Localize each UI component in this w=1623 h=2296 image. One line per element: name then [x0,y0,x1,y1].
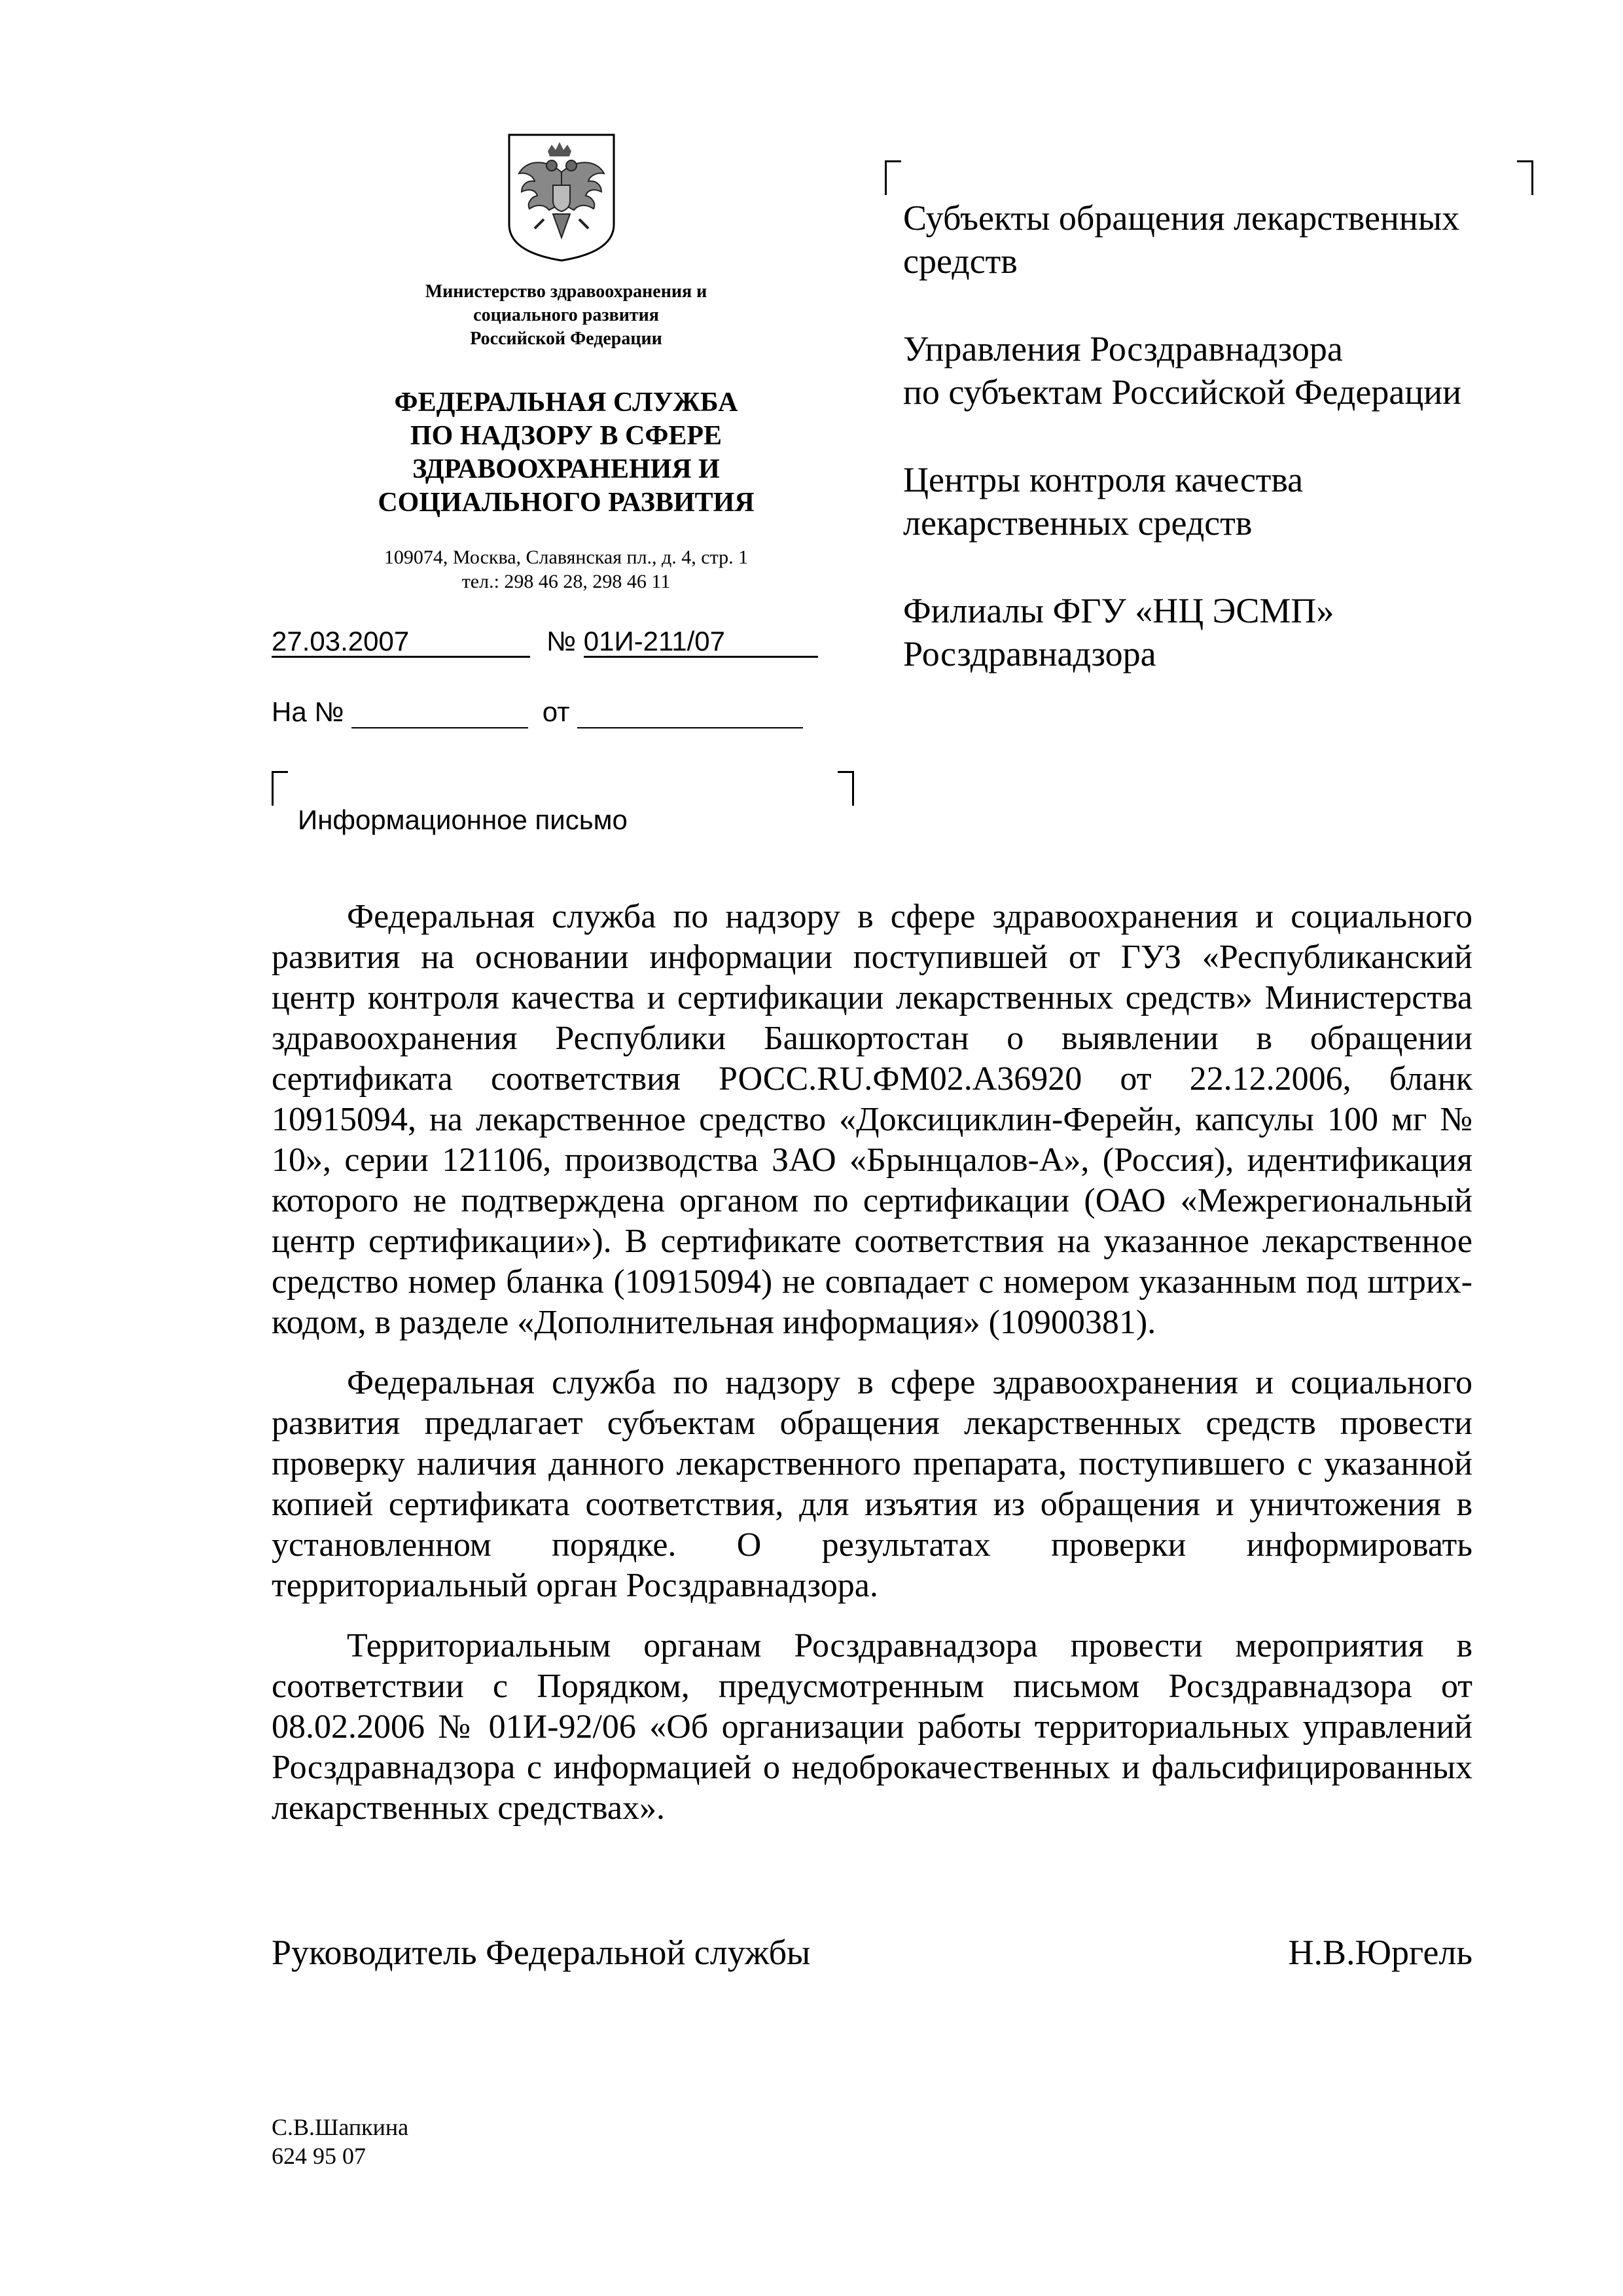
executor-block [272,2113,408,2170]
service-line: ФЕДЕРАЛЬНАЯ СЛУЖБА [394,387,738,418]
service-line: ПО НАДЗОРУ В СФЕРЕ [410,421,722,451]
body-paragraph: Территориальным органам Росздравнадзора провести мероприятия в соответствии с Порядком, предусмотренным письмом Росздравнадзора от 08.02.2006 № 01И-92/06 «Об организации работы территориальных управлений Росздравнадзора с информацией о недоброкачественных и фальсифицированных лекарственных средствах». [272,1627,1472,1827]
service-name [308,386,825,520]
service-line: СОЦИАЛЬНОГО РАЗВИТИЯ [378,488,755,518]
recipient: Филиалы ФГУ «НЦ ЭСМП» Росздравнадзора [903,591,1334,673]
signer-name: Н.В.Юргель [1288,1933,1472,1972]
ministry-line: социального развития [473,305,659,325]
letter-subject: Информационное письмо [298,804,628,835]
subject-corner-left [272,771,288,806]
recipients-block [903,196,1558,720]
service-address [308,545,825,594]
reply-date-blank [577,701,803,728]
recipient: Центры контроля качества лекарственных средств [903,460,1304,543]
subject-corner-right [838,771,854,806]
reply-label: На № [272,696,344,727]
address-line: 109074, Москва, Славянская пл., д. 4, стр. 1 [383,547,749,568]
number-label: № [546,626,577,656]
reply-number-blank [351,701,528,728]
from-label: от [542,696,570,727]
ministry-line: Министерство здравоохранения и [425,281,707,302]
recipient: Управления Росздравнадзора по субъектам Российской Федерации [903,329,1462,412]
signer-position: Руководитель Федеральной службы [272,1933,811,1972]
letter-date: 27.03.2007 [272,627,530,658]
signature-block [272,1931,1472,1974]
letter-body [272,897,1472,1848]
date-number-line [272,625,818,658]
ministry-line: Российской Федерации [470,329,662,349]
letter-number: 01И-211/07 [584,627,818,658]
recipient-corner-right [1517,160,1533,195]
coat-of-arms-emblem [507,133,616,262]
phone-line: тел.: 298 46 28, 298 46 11 [461,571,671,592]
recipient-corner-left [885,160,901,195]
service-line: ЗДРАВООХРАНЕНИЯ И [412,454,720,484]
ministry-name [350,280,782,351]
recipient: Субъекты обращения лекарственных средств [903,198,1460,281]
body-paragraph: Федеральная служба по надзору в сфере здравоохранения и социального развития предлагает субъектам обращения лекарственных средств провести проверку наличия данного лекарственного препарата, поступившего с указанной копией сертификата соответствия, для изъятия из обращения и уничтожения в установленном порядке. О результатах проверки информировать территориальный орган Росздравнадзора. [272,1364,1472,1604]
reply-line [272,696,803,728]
executor-phone: 624 95 07 [272,2143,366,2169]
body-paragraph: Федеральная служба по надзору в сфере здравоохранения и социального развития на основании информации поступившей от ГУЗ «Республиканский центр контроля качества и сертификации лекарственных средств» Министерства здравоохранения Республики Башкортостан о выявлении в обращении сертификата соответствия РОСС.RU.ФМ02.А36920 от 22.12.2006, бланк 10915094, на лекарственное средство «Доксициклин-Ферейн, капсулы 100 мг № 10», серии 121106, производства ЗАО «Брынцалов-А», (Россия), идентификация которого не подтверждена органом по сертификации (ОАО «Межрегиональный центр сертификации»). В сертификате соответствия на указанное лекарственное средство номер бланка (10915094) не совпадает с номером указанным под штрих-кодом, в разделе «Дополнительная информация» (10900381). [272,898,1472,1341]
executor-name: С.В.Шапкина [272,2114,409,2140]
